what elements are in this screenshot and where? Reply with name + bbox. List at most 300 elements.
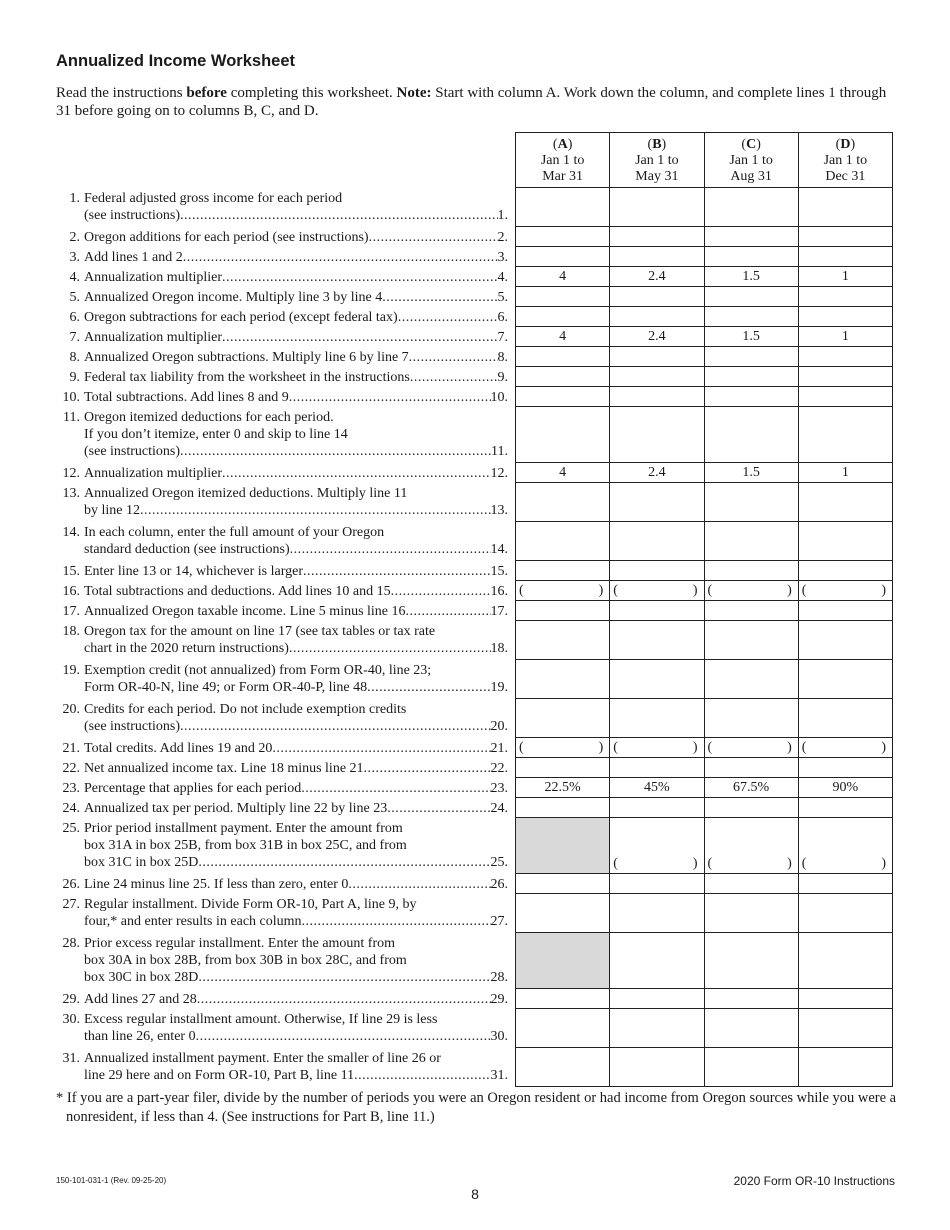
- entry-cell-b[interactable]: [609, 1048, 703, 1086]
- entry-cell-b[interactable]: [609, 407, 703, 462]
- line-cells: [515, 659, 893, 698]
- worksheet-line: [56, 737, 893, 757]
- line-text: Add lines 27 and 28: [84, 992, 197, 1007]
- entry-cell-b[interactable]: [609, 483, 703, 521]
- line-label: [56, 935, 508, 986]
- line-text: (see instructions): [84, 444, 181, 459]
- entry-cell-d[interactable]: [798, 561, 893, 580]
- line-text: (see instructions): [84, 719, 181, 734]
- entry-cell-c[interactable]: [704, 874, 798, 893]
- entry-cell-d[interactable]: [798, 601, 893, 620]
- entry-cell-b[interactable]: [609, 247, 703, 266]
- line-number: 20.: [62, 702, 80, 717]
- entry-cell-c[interactable]: [704, 621, 798, 659]
- line-cells: [515, 286, 893, 306]
- entry-cell-d[interactable]: [798, 1048, 893, 1086]
- entry-cell-c[interactable]: [704, 188, 798, 226]
- worksheet-line: [56, 366, 893, 386]
- entry-cell-b[interactable]: [609, 561, 703, 580]
- entry-cell-a[interactable]: [515, 188, 609, 226]
- line-label: [56, 269, 508, 286]
- entry-cell-d[interactable]: [798, 874, 893, 893]
- line-label: [56, 583, 508, 600]
- entry-cell-b: [609, 327, 703, 346]
- dot-leader: [302, 913, 491, 930]
- entry-cell-c[interactable]: [704, 347, 798, 366]
- entry-cell-c: [704, 778, 798, 797]
- entry-cell-c[interactable]: [704, 660, 798, 698]
- entry-cell-c: [704, 463, 798, 482]
- line-ref: 26.: [490, 877, 508, 892]
- line-cells: [515, 932, 893, 988]
- line-text: Prior excess regular installment. Enter the amount from: [84, 936, 396, 951]
- entry-cell-a: [515, 778, 609, 797]
- dot-leader: [367, 679, 490, 696]
- worksheet-line: [56, 560, 893, 580]
- preset-value: 1.5: [742, 464, 760, 480]
- parentheses: ( ): [613, 583, 698, 598]
- intro-note: Note:: [396, 85, 432, 101]
- entry-cell-c[interactable]: [704, 227, 798, 246]
- column-letter: (B): [647, 137, 667, 152]
- preset-value: 2.4: [648, 328, 666, 344]
- line-cells: [515, 873, 893, 893]
- entry-cell-c[interactable]: [704, 367, 798, 386]
- entry-cell-a: [515, 327, 609, 346]
- line-text: Total subtractions and deductions. Add lines 10 and 15: [84, 584, 391, 599]
- line-ref: 23.: [490, 781, 508, 796]
- entry-cell-a[interactable]: [515, 1048, 609, 1086]
- line-number: 3.: [69, 250, 80, 265]
- entry-cell-c[interactable]: [704, 989, 798, 1008]
- entry-cell-c[interactable]: [704, 818, 798, 873]
- entry-cell-c[interactable]: [704, 522, 798, 560]
- line-label: [56, 389, 508, 406]
- line-text: chart in the 2020 return instructions): [84, 641, 289, 656]
- entry-cell-a[interactable]: [515, 561, 609, 580]
- line-ref: 25.: [490, 855, 508, 870]
- line-cells: [515, 797, 893, 817]
- line-number: 5.: [69, 290, 80, 305]
- entry-cell-a[interactable]: [515, 307, 609, 326]
- line-number: 21.: [62, 741, 80, 756]
- line-cells: [515, 326, 893, 346]
- entry-cell-d[interactable]: [798, 483, 893, 521]
- dot-leader: [180, 718, 490, 735]
- entry-cell-a[interactable]: [515, 522, 609, 560]
- line-cells: [515, 893, 893, 932]
- entry-cell-b[interactable]: [609, 347, 703, 366]
- line-number: 10.: [62, 390, 80, 405]
- column-to: May 31: [635, 169, 679, 184]
- entry-cell-b[interactable]: [609, 307, 703, 326]
- worksheet-line: [56, 406, 893, 462]
- line-cells: [515, 246, 893, 266]
- entry-cell-c[interactable]: [704, 933, 798, 988]
- entry-cell-c[interactable]: [704, 407, 798, 462]
- line-ref: 9.: [497, 370, 508, 385]
- line-number: 31.: [62, 1051, 80, 1066]
- entry-cell-a[interactable]: [515, 287, 609, 306]
- line-cells: [515, 346, 893, 366]
- entry-cell-d[interactable]: [798, 798, 893, 817]
- preset-value: 2.4: [648, 464, 666, 480]
- worksheet-line: [56, 797, 893, 817]
- intro-text: [56, 84, 901, 120]
- line-text: Oregon itemized deductions for each period.: [84, 410, 334, 425]
- entry-cell-b[interactable]: [609, 1009, 703, 1047]
- entry-cell-b[interactable]: [609, 758, 703, 777]
- line-label: [56, 349, 508, 366]
- worksheet-line: [56, 620, 893, 659]
- dot-leader: [183, 249, 498, 266]
- entry-cell-c[interactable]: [704, 581, 798, 600]
- worksheet-line: [56, 266, 893, 286]
- line-label: [56, 701, 508, 735]
- preset-value: 22.5%: [544, 779, 581, 795]
- line-cells: [515, 366, 893, 386]
- line-ref: 28.: [490, 970, 508, 985]
- entry-cell-a[interactable]: [515, 247, 609, 266]
- line-label: [56, 524, 508, 558]
- entry-cell-b[interactable]: [609, 660, 703, 698]
- entry-cell-b[interactable]: [609, 227, 703, 246]
- line-label: [56, 190, 508, 224]
- entry-cell-a[interactable]: [515, 407, 609, 462]
- line-number: 2.: [69, 230, 80, 245]
- entry-cell-d[interactable]: [798, 989, 893, 1008]
- line-ref: 17.: [490, 604, 508, 619]
- preset-value: 1: [841, 464, 849, 480]
- line-text: Federal adjusted gross income for each period: [84, 191, 343, 206]
- entry-cell-a[interactable]: [515, 738, 609, 757]
- entry-cell-d: [798, 267, 893, 286]
- line-label: [56, 309, 508, 326]
- line-label: [56, 603, 508, 620]
- worksheet-line: [56, 893, 893, 932]
- dot-leader: [387, 800, 490, 817]
- preset-value: 4: [559, 268, 567, 284]
- entry-cell-b[interactable]: [609, 894, 703, 932]
- entry-cell-d[interactable]: [798, 307, 893, 326]
- entry-cell-d[interactable]: [798, 387, 893, 406]
- entry-cell-a[interactable]: [515, 1009, 609, 1047]
- line-ref: 22.: [490, 761, 508, 776]
- worksheet-line: [56, 226, 893, 246]
- line-text: Annualization multiplier: [84, 270, 223, 285]
- entry-cell-b[interactable]: [609, 522, 703, 560]
- entry-cell-a[interactable]: [515, 601, 609, 620]
- line-text: line 29 here and on Form OR-10, Part B, line 11: [84, 1068, 355, 1083]
- entry-cell-b[interactable]: [609, 367, 703, 386]
- line-label: [56, 820, 508, 871]
- line-label: [56, 485, 508, 519]
- entry-cell-a: [515, 933, 609, 988]
- entry-cell-c: [704, 267, 798, 286]
- worksheet-line: [56, 246, 893, 266]
- entry-cell-c[interactable]: [704, 699, 798, 737]
- worksheet-line: [56, 988, 893, 1008]
- line-ref: 6.: [497, 310, 508, 325]
- line-label: [56, 1011, 508, 1045]
- entry-cell-b[interactable]: [609, 601, 703, 620]
- line-label: [56, 409, 508, 460]
- line-cells: [515, 737, 893, 757]
- dot-leader: [289, 389, 491, 406]
- line-text: Annualized Oregon taxable income. Line 5 minus line 16: [84, 604, 406, 619]
- entry-cell-c[interactable]: [704, 738, 798, 757]
- line-cells: [515, 386, 893, 406]
- entry-cell-a[interactable]: [515, 227, 609, 246]
- line-cells: [515, 521, 893, 560]
- entry-cell-c[interactable]: [704, 601, 798, 620]
- column-from: Jan 1 to: [729, 153, 773, 168]
- dot-leader: [222, 329, 497, 346]
- entry-cell-d[interactable]: [798, 407, 893, 462]
- entry-cell-c[interactable]: [704, 483, 798, 521]
- line-ref: 30.: [490, 1029, 508, 1044]
- entry-cell-a[interactable]: [515, 894, 609, 932]
- entry-cell-d[interactable]: [798, 522, 893, 560]
- entry-cell-c[interactable]: [704, 387, 798, 406]
- entry-cell-a[interactable]: [515, 758, 609, 777]
- line-cells: [515, 817, 893, 873]
- line-text: four,* and enter results in each column: [84, 914, 302, 929]
- entry-cell-d[interactable]: [798, 581, 893, 600]
- line-text: Oregon subtractions for each period (except federal tax): [84, 310, 398, 325]
- entry-cell-c[interactable]: [704, 561, 798, 580]
- entry-cell-b[interactable]: [609, 287, 703, 306]
- parentheses: ( ): [613, 856, 698, 871]
- line-ref: 12.: [490, 466, 508, 481]
- line-cells: [515, 462, 893, 482]
- worksheet-line: [56, 386, 893, 406]
- entry-cell-d[interactable]: [798, 367, 893, 386]
- entry-cell-b[interactable]: [609, 738, 703, 757]
- parentheses: ( ): [519, 583, 604, 598]
- entry-cell-c[interactable]: [704, 247, 798, 266]
- line-text: Oregon additions for each period (see instructions): [84, 230, 369, 245]
- entry-cell-d[interactable]: [798, 347, 893, 366]
- entry-cell-d[interactable]: [798, 287, 893, 306]
- line-text: Credits for each period. Do not include exemption credits: [84, 702, 407, 717]
- entry-cell-a[interactable]: [515, 367, 609, 386]
- worksheet-line: [56, 757, 893, 777]
- column-header-d: [798, 133, 893, 188]
- line-ref: 24.: [490, 801, 508, 816]
- line-ref: 18.: [490, 641, 508, 656]
- line-ref: 19.: [490, 680, 508, 695]
- dot-leader: [348, 876, 490, 893]
- dot-leader: [406, 603, 491, 620]
- line-cells: [515, 1047, 893, 1086]
- line-number: 13.: [62, 486, 80, 501]
- entry-cell-d[interactable]: [798, 188, 893, 226]
- entry-cell-a[interactable]: [515, 874, 609, 893]
- line-cells: [515, 266, 893, 286]
- preset-value: 45%: [644, 779, 670, 795]
- line-ref: 7.: [497, 330, 508, 345]
- preset-value: 1.5: [742, 328, 760, 344]
- entry-cell-c[interactable]: [704, 287, 798, 306]
- line-ref: 4.: [497, 270, 508, 285]
- entry-cell-c[interactable]: [704, 798, 798, 817]
- preset-value: 1.5: [742, 268, 760, 284]
- preset-value: 1: [841, 328, 849, 344]
- line-cells: [515, 406, 893, 462]
- line-number: 12.: [62, 466, 80, 481]
- line-label: [56, 563, 508, 580]
- dot-leader: [301, 780, 490, 797]
- line-number: 17.: [62, 604, 80, 619]
- line-text: than line 26, enter 0: [84, 1029, 196, 1044]
- line-number: 27.: [62, 897, 80, 912]
- entry-cell-d[interactable]: [798, 227, 893, 246]
- entry-cell-d[interactable]: [798, 660, 893, 698]
- dot-leader: [290, 541, 491, 558]
- entry-cell-d[interactable]: [798, 818, 893, 873]
- line-number: 23.: [62, 781, 80, 796]
- worksheet-line: [56, 1047, 893, 1086]
- line-cells: [515, 306, 893, 326]
- entry-cell-b[interactable]: [609, 581, 703, 600]
- footnote: * If you are a part-year filer, divide by the number of periods you were an Oregon resident or had income from Oregon sources while you were a nonresident, if less than 4. (See instructions for Part B, line 11.): [56, 1090, 897, 1125]
- line-ref: 29.: [490, 992, 508, 1007]
- entry-cell-d[interactable]: [798, 621, 893, 659]
- entry-cell-b[interactable]: [609, 621, 703, 659]
- parentheses: ( ): [801, 740, 886, 755]
- entry-cell-c: [704, 327, 798, 346]
- line-text: Exemption credit (not annualized) from Form OR-40, line 23;: [84, 663, 432, 678]
- column-from: Jan 1 to: [540, 153, 585, 168]
- entry-cell-d[interactable]: [798, 933, 893, 988]
- entry-cell-d: [798, 327, 893, 346]
- preset-value: 1: [841, 268, 849, 284]
- line-number: 29.: [62, 992, 80, 1007]
- entry-cell-a[interactable]: [515, 989, 609, 1008]
- entry-cell-d[interactable]: [798, 758, 893, 777]
- entry-cell-c[interactable]: [704, 307, 798, 326]
- column-letter: (A): [552, 137, 573, 152]
- line-cells: [515, 226, 893, 246]
- line-text: Add lines 1 and 2: [84, 250, 183, 265]
- line-number: 19.: [62, 663, 80, 678]
- line-ref: 1.: [497, 208, 508, 223]
- line-number: 11.: [63, 410, 80, 425]
- line-label: [56, 623, 508, 657]
- intro-part: Read the instructions: [56, 85, 187, 101]
- line-number: 15.: [62, 564, 80, 579]
- entry-cell-a[interactable]: [515, 581, 609, 600]
- entry-cell-a[interactable]: [515, 660, 609, 698]
- dot-leader: [140, 502, 491, 519]
- parentheses: ( ): [707, 583, 792, 598]
- line-cells: [515, 580, 893, 600]
- worksheet-line: [56, 817, 893, 873]
- line-text: Percentage that applies for each period: [84, 781, 302, 796]
- entry-cell-b[interactable]: [609, 699, 703, 737]
- entry-cell-b: [609, 463, 703, 482]
- line-cells: [515, 620, 893, 659]
- preset-value: 67.5%: [733, 779, 770, 795]
- line-text: Total credits. Add lines 19 and 20: [84, 741, 273, 756]
- worksheet-line: [56, 306, 893, 326]
- entry-cell-c[interactable]: [704, 894, 798, 932]
- entry-cell-d[interactable]: [798, 699, 893, 737]
- line-text: Annualized Oregon income. Multiply line 3 by line 4: [84, 290, 383, 305]
- entry-cell-a[interactable]: [515, 483, 609, 521]
- dot-leader: [289, 640, 491, 657]
- entry-cell-a[interactable]: [515, 621, 609, 659]
- entry-cell-a[interactable]: [515, 387, 609, 406]
- line-number: 26.: [62, 877, 80, 892]
- entry-cell-b[interactable]: [609, 387, 703, 406]
- line-label: [56, 896, 508, 930]
- entry-cell-c[interactable]: [704, 1048, 798, 1086]
- line-text: Line 24 minus line 25. If less than zero, enter 0: [84, 877, 349, 892]
- line-number: 14.: [62, 525, 80, 540]
- line-number: 7.: [69, 330, 80, 345]
- line-ref: 2.: [497, 230, 508, 245]
- entry-cell-d[interactable]: [798, 1009, 893, 1047]
- dot-leader: [222, 269, 497, 286]
- line-ref: 21.: [490, 741, 508, 756]
- entry-cell-a[interactable]: [515, 798, 609, 817]
- dot-leader: [391, 583, 491, 600]
- entry-cell-b: [609, 267, 703, 286]
- worksheet-line: [56, 482, 893, 521]
- line-cells: [515, 988, 893, 1008]
- form-number: 150-101-031-1 (Rev. 09-25-20): [56, 1176, 167, 1185]
- line-number: 18.: [62, 624, 80, 639]
- line-label: [56, 289, 508, 306]
- column-to: Mar 31: [542, 169, 584, 184]
- entry-cell-d[interactable]: [798, 894, 893, 932]
- worksheet-line: [56, 698, 893, 737]
- entry-cell-d[interactable]: [798, 738, 893, 757]
- line-text: Net annualized income tax. Line 18 minus line 21: [84, 761, 364, 776]
- entry-cell-b[interactable]: [609, 188, 703, 226]
- line-label: [56, 780, 508, 797]
- line-label: [56, 800, 508, 817]
- intro-part: completing this worksheet.: [226, 85, 397, 101]
- line-cells: [515, 1008, 893, 1047]
- line-text: Annualization multiplier: [84, 466, 223, 481]
- preset-value: 2.4: [648, 268, 666, 284]
- line-number: 16.: [62, 584, 80, 599]
- entry-cell-b[interactable]: [609, 874, 703, 893]
- entry-cell-a[interactable]: [515, 347, 609, 366]
- dot-leader: [180, 207, 497, 224]
- entry-cell-b[interactable]: [609, 798, 703, 817]
- intro-part: Start with column A. Work down the column, and complete lines 1 through 31 before going on to columns B, C, and D.: [56, 85, 887, 119]
- intro-bold: before: [186, 85, 227, 101]
- entry-cell-d[interactable]: [798, 247, 893, 266]
- column-to: Dec 31: [825, 169, 866, 184]
- entry-cell-c[interactable]: [704, 1009, 798, 1047]
- entry-cell-b[interactable]: [609, 933, 703, 988]
- line-text: In each column, enter the full amount of your Oregon: [84, 525, 385, 540]
- entry-cell-b[interactable]: [609, 989, 703, 1008]
- line-cells: [515, 757, 893, 777]
- line-label: [56, 465, 508, 482]
- entry-cell-c[interactable]: [704, 758, 798, 777]
- entry-cell-a[interactable]: [515, 699, 609, 737]
- worksheet-line: [56, 873, 893, 893]
- worksheet-line: [56, 326, 893, 346]
- line-ref: 13.: [490, 503, 508, 518]
- entry-cell-b[interactable]: [609, 818, 703, 873]
